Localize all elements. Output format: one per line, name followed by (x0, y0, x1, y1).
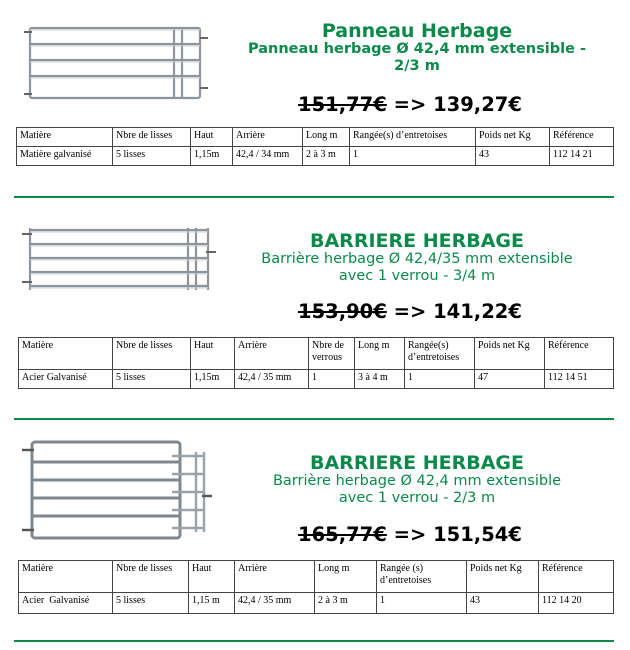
table-header-cell: Long m (303, 128, 350, 147)
product-subtitle-line2: avec 1 verrou - 3/4 m (338, 268, 496, 284)
table-header-row (19, 561, 614, 593)
table-header-cell: Poids net Kg (467, 561, 539, 593)
spec-table (18, 560, 614, 614)
section-divider (14, 640, 614, 642)
old-price: 151,77€ (298, 93, 387, 116)
table-header-cell: Matière (17, 128, 113, 147)
product-title (212, 454, 622, 507)
table-cell: 42,4 / 35 mm (235, 593, 315, 614)
table-cell: 1,15m (191, 370, 235, 389)
price-arrow: => (386, 523, 434, 546)
price-line (298, 93, 522, 116)
table-cell: 1 (405, 370, 475, 389)
table-cell: 43 (467, 593, 539, 614)
table-cell: 2 à 3 m (315, 593, 377, 614)
table-header-cell: Long m (315, 561, 377, 593)
product-subtitle-line2: 2/3 m (394, 58, 440, 74)
table-header-cell: Matière (19, 561, 113, 593)
table-cell: 1,15 m (189, 593, 235, 614)
product-subtitle-line1: Panneau herbage Ø 42,4 mm extensible - (248, 41, 586, 57)
table-cell: 112 14 51 (545, 370, 614, 389)
product-title (212, 232, 622, 285)
table-cell: 1 (350, 147, 476, 166)
table-cell: 5 lisses (113, 370, 191, 389)
price-line (298, 300, 522, 323)
product-barriere-herbage-2-3 (0, 422, 630, 650)
table-cell: Acier Galvanisé (19, 593, 113, 614)
table-row (17, 147, 614, 166)
gate-image (22, 24, 212, 104)
product-name: Panneau Herbage (321, 20, 513, 42)
table-header-row (19, 338, 614, 370)
product-name: BARRIERE HERBAGE (310, 230, 524, 252)
table-row (19, 593, 614, 614)
table-header-cell: Rangée(s) d’entretoises (350, 128, 476, 147)
product-title (212, 22, 622, 75)
gate-image (20, 222, 220, 302)
table-row (19, 370, 614, 389)
product-name: BARRIERE HERBAGE (310, 452, 524, 474)
table-header-cell: Référence (545, 338, 614, 370)
table-cell: 47 (475, 370, 545, 389)
table-header-cell: Nbre de verrous (309, 338, 355, 370)
product-panneau-herbage (0, 0, 630, 198)
gate-image (18, 436, 214, 546)
table-header-cell: Nbre de lisses (113, 128, 191, 147)
table-header-cell: Long m (355, 338, 405, 370)
new-price: 141,22€ (433, 300, 522, 323)
table-header-cell: Haut (189, 561, 235, 593)
table-cell: 42,4 / 35 mm (235, 370, 309, 389)
product-subtitle-line2: avec 1 verrou - 2/3 m (338, 490, 496, 506)
table-header-cell: Référence (550, 128, 614, 147)
price-arrow: => (386, 93, 434, 116)
table-header-cell: Référence (539, 561, 614, 593)
old-price: 153,90€ (298, 300, 387, 323)
price-line (298, 523, 522, 546)
table-cell: 3 à 4 m (355, 370, 405, 389)
table-cell: 5 lisses (113, 593, 189, 614)
product-barriere-herbage-3-4 (0, 200, 630, 420)
product-subtitle-line1: Barrière herbage Ø 42,4/35 mm extensible (261, 251, 573, 267)
table-header-cell: Nbre de lisses (113, 561, 189, 593)
old-price: 165,77€ (298, 523, 387, 546)
table-header-cell: Haut (191, 128, 233, 147)
table-header-cell: Rangée(s) d’entretoises (405, 338, 475, 370)
table-header-cell: Matière (19, 338, 113, 370)
new-price: 139,27€ (433, 93, 522, 116)
table-cell: 2 à 3 m (303, 147, 350, 166)
table-cell: 43 (476, 147, 550, 166)
table-cell: 112 14 21 (550, 147, 614, 166)
spec-table (16, 127, 614, 166)
new-price: 151,54€ (433, 523, 522, 546)
table-cell: Matière galvanisé (17, 147, 113, 166)
table-cell: 1,15m (191, 147, 233, 166)
table-cell: Acier Galvanisé (19, 370, 113, 389)
table-header-cell: Nbre de lisses (113, 338, 191, 370)
product-subtitle-line1: Barrière herbage Ø 42,4 mm extensible (272, 473, 562, 489)
table-cell: 1 (309, 370, 355, 389)
table-header-cell: Haut (191, 338, 235, 370)
section-divider (14, 418, 614, 420)
table-header-cell: Arrière (235, 561, 315, 593)
table-header-cell: Rangée (s) d’entretoises (377, 561, 467, 593)
table-cell: 1 (377, 593, 467, 614)
table-header-cell: Arrière (233, 128, 303, 147)
table-cell: 112 14 20 (539, 593, 614, 614)
table-cell: 5 lisses (113, 147, 191, 166)
table-header-cell: Arrière (235, 338, 309, 370)
price-arrow: => (386, 300, 434, 323)
table-cell: 42,4 / 34 mm (233, 147, 303, 166)
spec-table (18, 337, 614, 389)
table-header-cell: Poids net Kg (475, 338, 545, 370)
table-header-row (17, 128, 614, 147)
section-divider (14, 196, 614, 198)
table-header-cell: Poids net Kg (476, 128, 550, 147)
